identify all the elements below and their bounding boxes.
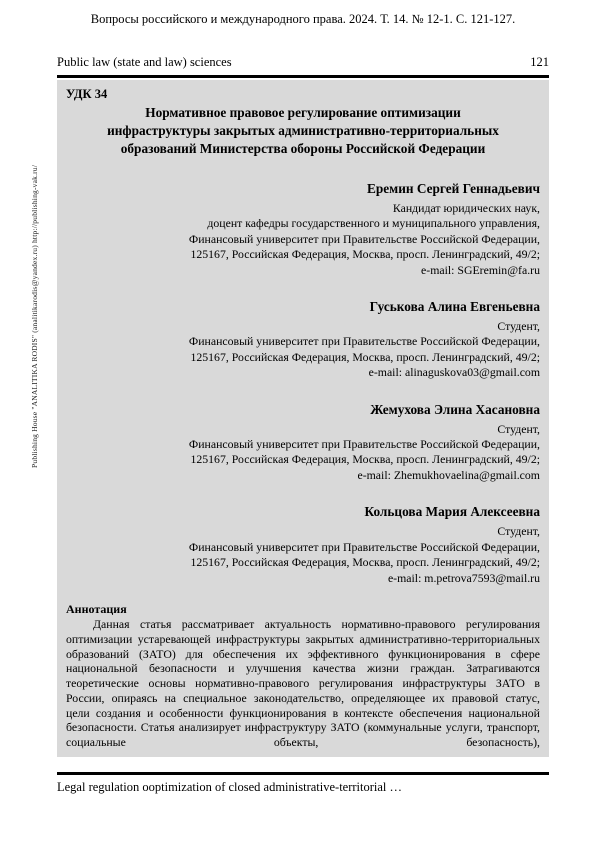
udc-label: УДК 34 bbox=[66, 87, 108, 101]
section-label: Public law (state and law) sciences bbox=[57, 55, 232, 69]
author-detail-line: 125167, Российская Федерация, Москва, просп. Ленинградский, 49/2; bbox=[190, 349, 540, 364]
top-rule bbox=[57, 75, 549, 78]
abstract-text: Данная статья рассматривает актуальность нормативно-правового регулирования оптимизации устаревающей инфраструктуры закрытых административно-территориальных образований (ЗАТО) для обеспечения их эффективного функционирования в сфере национальной безопасности и улучшения качества жизни граждан. Затрагиваются теоретические основы нормативно-правового регулирования инфраструктуры ЗАТО в России, опираясь на специальное законодательство, определяющее их правовой статус, цели создания и особенности функционирования в контексте обеспечения национальной безопасности. Статья анализирует инфраструктуру ЗАТО (коммунальные услуги, транспорт, социальные объекты, безопасность), bbox=[66, 616, 540, 750]
footer-running-title: Legal regulation ooptimization of closed administrative-territorial … bbox=[57, 780, 403, 794]
abstract-heading: Аннотация bbox=[66, 601, 127, 616]
page-number: 121 bbox=[530, 55, 549, 69]
journal-header: Вопросы российского и международного права. 2024. Т. 14. № 12-1. С. 121-127. bbox=[90, 12, 516, 26]
author-email: e-mail: Zhemukhovaelina@gmail.com bbox=[357, 467, 540, 482]
author-detail-line: Студент, bbox=[497, 524, 540, 539]
author-email: e-mail: alinaguskova03@gmail.com bbox=[368, 365, 540, 380]
author-name: Еремин Сергей Геннадьевич bbox=[366, 181, 540, 196]
author-details bbox=[66, 319, 540, 381]
author-detail-line: Финансовый университет при Правительстве Российской Федерации, bbox=[188, 437, 540, 452]
author-detail-line: 125167, Российская Федерация, Москва, просп. Ленинградский, 49/2; bbox=[190, 247, 540, 262]
title-line: Нормативное правовое регулирование оптимизации bbox=[145, 105, 461, 120]
bottom-rule bbox=[57, 772, 549, 775]
author-details bbox=[66, 201, 540, 278]
author-detail-line: Финансовый университет при Правительстве Российской Федерации, bbox=[188, 539, 540, 554]
author-block bbox=[66, 503, 540, 586]
author-block bbox=[66, 298, 540, 381]
main-column bbox=[57, 0, 549, 795]
article-title bbox=[66, 104, 540, 158]
running-head bbox=[57, 55, 549, 70]
title-line: инфраструктуры закрытых административно-территориальных bbox=[107, 123, 499, 138]
author-detail-line: доцент кафедры государственного и муниципального управления, bbox=[207, 216, 540, 231]
author-details bbox=[66, 524, 540, 586]
author-name: Жемухова Элина Хасановна bbox=[370, 401, 540, 417]
author-detail-line: 125167, Российская Федерация, Москва, просп. Ленинградский, 49/2; bbox=[190, 452, 540, 467]
author-detail-line: Студент, bbox=[497, 421, 540, 436]
author-name: Гуськова Алина Евгеньевна bbox=[369, 299, 540, 315]
article-box bbox=[57, 80, 549, 757]
publisher-sidebar-text: Publishing House "ANALITIKA RODIS" (analitikarodis@yandex.ru) http://publishing-vak.ru/ bbox=[30, 164, 39, 468]
author-detail-line: Студент, bbox=[497, 319, 540, 334]
author-detail-line: Кандидат юридических наук, bbox=[392, 201, 540, 215]
author-block bbox=[66, 180, 540, 278]
author-detail-line: Финансовый университет при Правительстве Российской Федерации, bbox=[188, 334, 540, 349]
title-line: образований Министерства обороны Российской Федерации bbox=[120, 141, 486, 156]
author-email: e-mail: m.petrova7593@mail.ru bbox=[387, 570, 540, 585]
author-name: Кольцова Мария Алексеевна bbox=[364, 504, 540, 520]
author-detail-line: Финансовый университет при Правительстве Российской Федерации, bbox=[188, 231, 540, 246]
author-email: e-mail: SGEremin@fa.ru bbox=[421, 262, 540, 277]
author-detail-line: 125167, Российская Федерация, Москва, просп. Ленинградский, 49/2; bbox=[190, 555, 540, 570]
author-block bbox=[66, 401, 540, 484]
author-details bbox=[66, 422, 540, 484]
